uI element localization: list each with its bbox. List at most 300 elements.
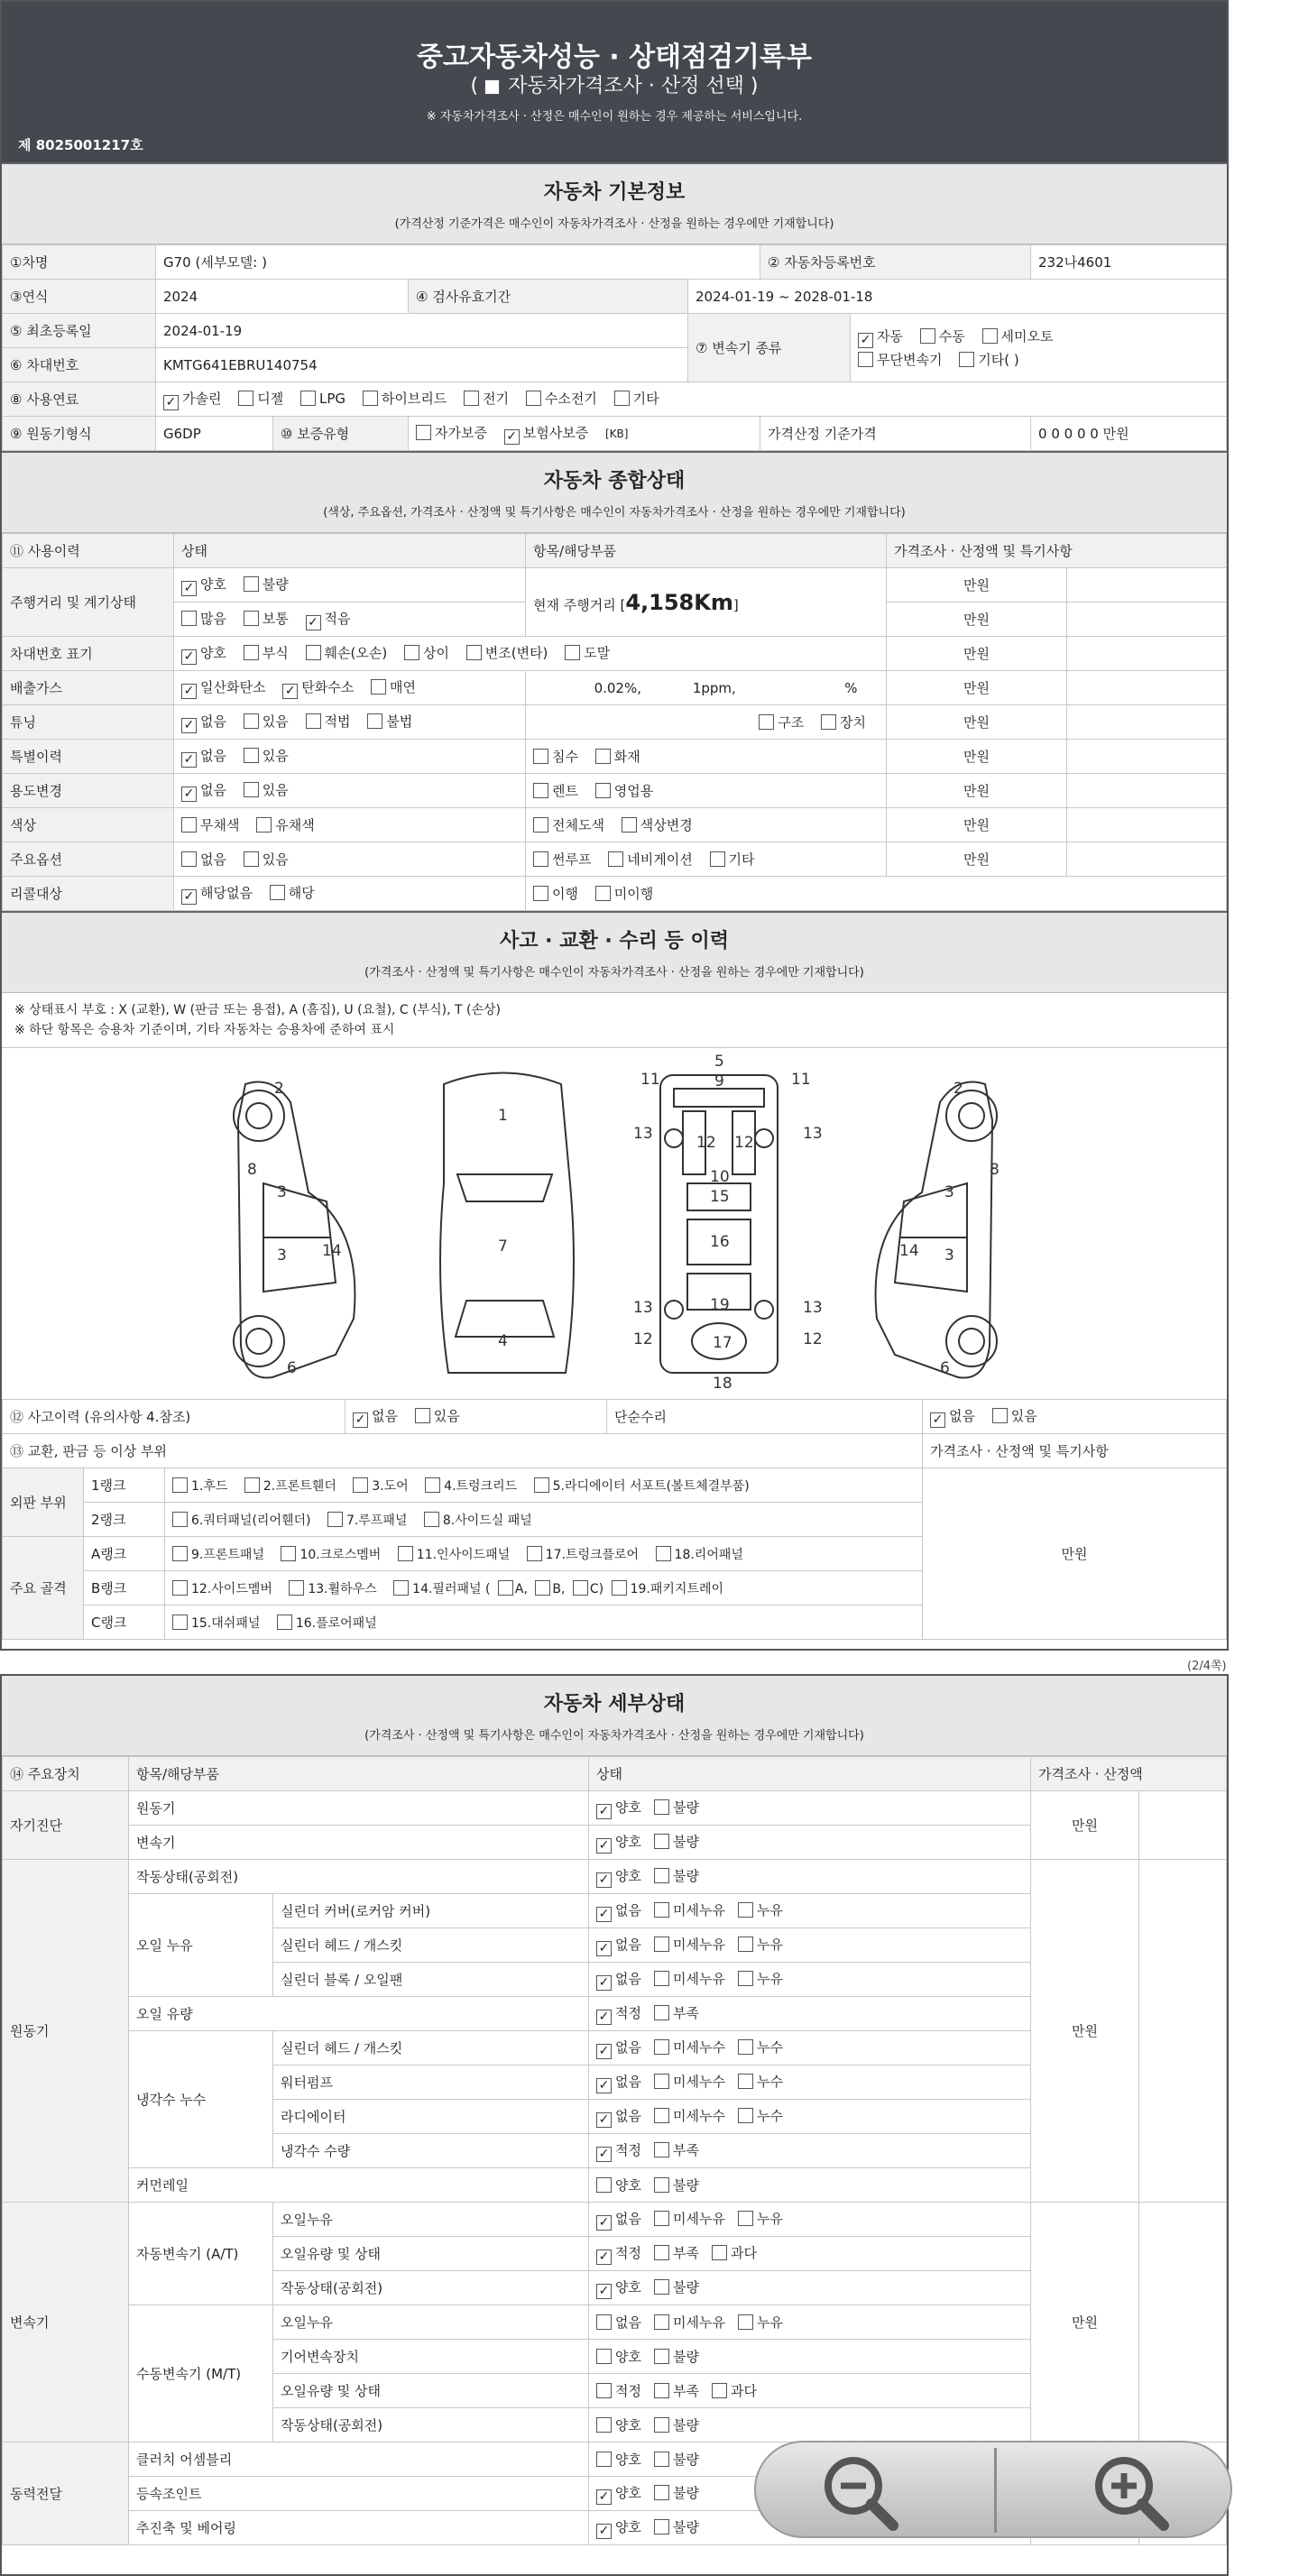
state-checkbox[interactable] (712, 2383, 727, 2398)
state-checkbox[interactable] (654, 1834, 669, 1849)
car-name-value: G70 (세부모델: ) (156, 245, 760, 280)
detail-item-label: 오일누유 (273, 2203, 589, 2237)
tuning-legal-checkbox[interactable] (306, 713, 321, 729)
detail-price-header: 가격조사 · 산정액 (1031, 1757, 1227, 1791)
radiator-support-checkbox[interactable] (534, 1477, 549, 1493)
usage-change-types: 렌트 영업용 (526, 774, 887, 808)
zoom-in-icon (1090, 2452, 1171, 2533)
document-header (2, 2, 1227, 162)
outer-panel-label: 외판 부위 (3, 1468, 84, 1537)
detail-item-label: 커먼레일 (129, 2168, 589, 2203)
state-checkbox[interactable] (654, 2452, 669, 2467)
accident-history-label: ⑫ 사고이력 (유의사항 4.참조) (3, 1400, 345, 1434)
state-checkbox[interactable]: ✓ (596, 2489, 612, 2505)
state-checkbox[interactable] (654, 1868, 669, 1883)
first-reg-label: ⑤ 최초등록일 (3, 314, 156, 348)
rank2-label: 2랭크 (84, 1503, 165, 1537)
sunroof-checkbox[interactable] (533, 851, 548, 867)
detail-item-label: 클러치 어셈블리 (129, 2443, 589, 2477)
detail-table (2, 1756, 1227, 2545)
first-reg-value: 2024-01-19 (156, 314, 688, 348)
achromatic-checkbox[interactable] (181, 817, 197, 833)
mileage-value: 4,158Km (625, 589, 733, 615)
zoom-out-button[interactable] (819, 2452, 900, 2533)
gauge-state: ✓ 양호 불량 (174, 568, 526, 603)
quarter-panel-checkbox[interactable] (172, 1512, 188, 1527)
price-cell: 만원 (887, 671, 1067, 705)
state-checkbox[interactable]: ✓ (596, 2284, 612, 2299)
door-checkbox[interactable] (353, 1477, 368, 1493)
detail-item-label: 실린더 헤드 / 개스킷 (273, 2031, 589, 2065)
state-option-label: 적정 (615, 2004, 641, 2021)
rank2-items: 6.쿼터패널(리어휀더) 7.루프패널 8.사이드실 패널 (165, 1503, 923, 1537)
state-option-label: 과다 (730, 2383, 757, 2399)
state-option-label: 불량 (672, 1833, 699, 1850)
svg-text:18: 18 (713, 1375, 732, 1393)
package-tray-checkbox[interactable] (612, 1580, 627, 1596)
accident-none-checkbox[interactable]: ✓ (353, 1412, 368, 1428)
svg-text:3: 3 (277, 1183, 287, 1201)
svg-text:1: 1 (498, 1107, 508, 1125)
mileage-few-checkbox[interactable]: ✓ (306, 615, 321, 630)
detail-price-cell: 만원 (1031, 1791, 1139, 1860)
year-value: 2024 (156, 280, 409, 314)
detail-item-label: 실린더 헤드 / 개스킷 (273, 1928, 589, 1963)
zoom-in-button[interactable] (1090, 2452, 1171, 2533)
state-checkbox[interactable] (738, 1971, 753, 1986)
detail-state-options (589, 2065, 1031, 2100)
usage-change-none-checkbox[interactable]: ✓ (181, 787, 197, 802)
detail-subgroup-label: 냉각수 누수 (129, 2031, 273, 2168)
rankC-items: 15.대쉬패널 16.플로어패널 (165, 1605, 923, 1640)
state-checkbox[interactable] (654, 1799, 669, 1815)
detail-state-header: 상태 (589, 1757, 1031, 1791)
state-checkbox[interactable]: ✓ (596, 2112, 612, 2128)
recall-none-checkbox[interactable]: ✓ (181, 889, 197, 905)
color-change-checkbox[interactable] (622, 817, 637, 833)
cross-member-checkbox[interactable] (281, 1546, 296, 1561)
state-checkbox[interactable] (738, 2039, 753, 2055)
abnormal-price-header: 가격조사 · 산정액 및 특기사항 (923, 1434, 1227, 1468)
warranty-company: [KB] (604, 427, 629, 440)
state-checkbox[interactable] (654, 2245, 669, 2260)
svg-text:6: 6 (287, 1359, 297, 1377)
vin-mark-differ-checkbox[interactable] (404, 645, 419, 660)
state-checkbox[interactable] (596, 2452, 612, 2467)
simple-repair-label: 단순수리 (607, 1400, 923, 1434)
state-option-label: 미세누유 (672, 1901, 725, 1918)
trunk-lid-checkbox[interactable] (425, 1477, 440, 1493)
state-checkbox[interactable] (596, 2349, 612, 2364)
emission-hc-checkbox[interactable]: ✓ (282, 684, 298, 699)
price-selection-checkbox[interactable] (484, 79, 500, 95)
pillar-c-checkbox[interactable] (573, 1580, 588, 1596)
color-options: 무채색 유채색 (174, 808, 526, 842)
device-header: ⑭ 주요장치 (3, 1757, 129, 1791)
state-option-label: 양호 (615, 2452, 641, 2468)
detail-state-options (589, 2374, 1031, 2408)
options-exists-checkbox[interactable] (244, 851, 259, 867)
detail-item-label: 냉각수 수량 (273, 2134, 589, 2168)
state-option-label: 양호 (615, 1867, 641, 1884)
pillar-panel-checkbox[interactable] (393, 1580, 409, 1596)
detail-item-label: 오일 유량 (129, 1997, 589, 2031)
special-exists-checkbox[interactable] (244, 748, 259, 763)
state-option-label: 불량 (672, 2452, 699, 2468)
price-cell: 만원 (887, 603, 1067, 637)
tuning-illegal-checkbox[interactable] (367, 713, 382, 729)
rankA-items: 9.프론트패널 10.크로스멤버 11.인사이드패널 17.트렁크플로어 18.리어패널 (165, 1537, 923, 1571)
wheel-house-checkbox[interactable] (289, 1580, 304, 1596)
price-cell: 만원 (887, 637, 1067, 671)
state-option-label: 양호 (615, 2349, 641, 2365)
state-checkbox[interactable] (654, 2417, 669, 2433)
rank1-items: 1.후드 2.프론트휀더 3.도어 4.트렁크리드 5.라디에이터 서포트(볼트체결부품) (165, 1468, 923, 1503)
svg-text:5: 5 (714, 1053, 724, 1071)
trans-label: ⑦ 변속기 종류 (688, 314, 851, 382)
detail-state-options (589, 2134, 1031, 2168)
trans-etc-checkbox[interactable] (959, 352, 974, 367)
trans-auto-checkbox[interactable]: ✓ (858, 333, 873, 348)
device-group-label: 변속기 (3, 2203, 129, 2443)
detail-row (3, 1860, 1227, 1894)
inside-panel-checkbox[interactable] (398, 1546, 413, 1561)
state-option-label: 불량 (672, 2518, 699, 2535)
svg-text:8: 8 (990, 1161, 1000, 1179)
tuning-none-checkbox[interactable]: ✓ (181, 718, 197, 733)
rankB-label: B랭크 (84, 1571, 165, 1605)
fuel-electric-checkbox[interactable] (464, 391, 479, 406)
mileage-state: 많음 보통 ✓ 적음 (174, 603, 526, 637)
state-checkbox[interactable]: ✓ (596, 2524, 612, 2539)
emission-options: ✓ 일산화탄소 ✓ 탄화수소 매연 (174, 671, 526, 705)
fuel-lpg-checkbox[interactable] (300, 391, 316, 406)
state-checkbox[interactable]: ✓ (596, 2044, 612, 2059)
state-checkbox[interactable] (596, 2383, 612, 2398)
detail-row (3, 1791, 1227, 1826)
accident-exists-checkbox[interactable] (415, 1408, 430, 1423)
document-title: 중고자동차성능 · 상태점검기록부 (416, 41, 812, 73)
warranty-insurance-checkbox[interactable]: ✓ (504, 429, 520, 445)
detail-state-options (589, 2408, 1031, 2443)
rent-checkbox[interactable] (533, 783, 548, 798)
roof-panel-checkbox[interactable] (327, 1512, 343, 1527)
state-checkbox[interactable] (712, 2245, 727, 2260)
detail-subgroup-label: 자동변속기 (A/T) (129, 2203, 273, 2305)
state-checkbox[interactable] (654, 2383, 669, 2398)
trunk-floor-checkbox[interactable] (527, 1546, 542, 1561)
chromatic-checkbox[interactable] (256, 817, 272, 833)
rankA-label: A랭크 (84, 1537, 165, 1571)
price-header: 가격조사 · 산정액 및 특기사항 (887, 534, 1227, 568)
state-checkbox[interactable] (738, 2211, 753, 2226)
state-checkbox[interactable] (654, 1971, 669, 1986)
trans-cvt-checkbox[interactable] (858, 352, 873, 367)
state-option-label: 불량 (672, 2349, 699, 2365)
svg-text:14: 14 (899, 1242, 919, 1260)
state-checkbox[interactable]: ✓ (596, 2249, 612, 2265)
warranty-self-checkbox[interactable] (416, 425, 431, 440)
floor-panel-checkbox[interactable] (277, 1615, 292, 1630)
state-checkbox[interactable] (654, 1902, 669, 1918)
price-cell: 만원 (887, 774, 1067, 808)
special-none-checkbox[interactable]: ✓ (181, 752, 197, 768)
navigation-checkbox[interactable] (608, 851, 623, 867)
state-checkbox[interactable]: ✓ (596, 1907, 612, 1922)
gauge-bad-checkbox[interactable] (244, 576, 259, 592)
fuel-diesel-checkbox[interactable] (238, 391, 253, 406)
price-cell: 만원 (887, 842, 1067, 877)
state-checkbox[interactable] (596, 2314, 612, 2330)
detail-state-options (589, 2340, 1031, 2374)
options-etc-checkbox[interactable] (710, 851, 725, 867)
detail-state-options (589, 2237, 1031, 2271)
state-option-label: 미세누유 (672, 1970, 725, 1987)
options-label: 주요옵션 (3, 842, 174, 877)
pillar-b-checkbox[interactable] (535, 1580, 550, 1596)
detail-state-options (589, 1826, 1031, 1860)
state-option-label: 미세누유 (672, 1936, 725, 1953)
detail-state-options (589, 1963, 1031, 1997)
state-checkbox[interactable] (738, 1902, 753, 1918)
state-checkbox[interactable] (654, 2142, 669, 2157)
trans-options: ✓ 자동 수동 세미오토 무단변속기 기타( ) (851, 314, 1227, 382)
vin-mark-smeared-checkbox[interactable] (565, 645, 580, 660)
state-checkbox[interactable] (654, 2314, 669, 2330)
state-checkbox[interactable] (654, 2005, 669, 2020)
detail-state-options (589, 1928, 1031, 1963)
front-fender-checkbox[interactable] (244, 1477, 260, 1493)
vin-mark-damage-checkbox[interactable] (306, 645, 321, 660)
state-checkbox[interactable]: ✓ (596, 2078, 612, 2093)
detail-item-label: 작동상태(공회전) (273, 2271, 589, 2305)
inspection-label: ④ 검사유효기간 (409, 280, 688, 314)
overall-status-heading: 자동차 종합상태 (색상, 주요옵션, 가격조사 · 산정액 및 특기사항은 매수인이 자동차가격조사 · 산정을 원하는 경우에만 기재합니다) (2, 451, 1227, 533)
engine-type-value: G6DP (156, 417, 273, 451)
gauge-good-checkbox[interactable]: ✓ (181, 581, 197, 596)
detail-item-label: 실린더 블록 / 오일팬 (273, 1963, 589, 1997)
state-checkbox[interactable] (738, 2074, 753, 2089)
state-option-label: 누유 (756, 2314, 783, 2331)
svg-text:13: 13 (803, 1125, 823, 1143)
vin-mark-label: 차대번호 표기 (3, 637, 174, 671)
detail-item-label: 오일유량 및 상태 (273, 2237, 589, 2271)
front-panel-checkbox[interactable] (172, 1546, 188, 1561)
state-checkbox[interactable] (596, 2417, 612, 2433)
detail-state-options (589, 1894, 1031, 1928)
price-cell: 만원 (887, 740, 1067, 774)
document-number: 제 8025001217호 (18, 137, 143, 153)
side-sill-checkbox[interactable] (424, 1512, 439, 1527)
trans-manual-checkbox[interactable] (920, 328, 935, 344)
tuning-exists-checkbox[interactable] (244, 713, 259, 729)
emission-co-checkbox[interactable]: ✓ (181, 684, 197, 699)
fire-checkbox[interactable] (595, 749, 611, 764)
svg-text:13: 13 (633, 1125, 653, 1143)
repair-none-checkbox[interactable]: ✓ (930, 1412, 945, 1428)
rank1-label: 1랭크 (84, 1468, 165, 1503)
state-option-label: 부족 (672, 2383, 699, 2399)
pillar-a-checkbox[interactable] (498, 1580, 513, 1596)
detail-item-header: 항목/해당부품 (129, 1757, 589, 1791)
options-none-checkbox[interactable] (181, 851, 197, 867)
svg-text:17: 17 (713, 1334, 732, 1352)
detail-state-options (589, 2203, 1031, 2237)
svg-text:4: 4 (498, 1332, 508, 1350)
detail-row (3, 2203, 1227, 2237)
state-checkbox[interactable] (654, 2349, 669, 2364)
repair-exists-checkbox[interactable] (992, 1408, 1008, 1423)
fuel-gasoline-checkbox[interactable]: ✓ (163, 395, 179, 410)
state-checkbox[interactable] (654, 2177, 669, 2193)
tuning-types: 구조 장치 (526, 705, 887, 740)
state-checkbox[interactable]: ✓ (596, 1838, 612, 1854)
state-option-label: 미세누유 (672, 2314, 725, 2331)
options-types: 썬루프 네비게이션 기타 (526, 842, 887, 877)
tuning-device-checkbox[interactable] (821, 714, 836, 730)
state-option-label: 부족 (672, 2004, 699, 2021)
price-cell: 만원 (887, 705, 1067, 740)
state-option-label: 미세누수 (672, 2107, 725, 2124)
base-price-value: 0 0 0 0 0 만원 (1031, 417, 1227, 451)
detail-state-options (589, 1791, 1031, 1826)
basic-info-heading: 자동차 기본정보 (가격산정 기준가격은 매수인이 자동차가격조사 · 산정을 원하는 경우에만 기재합니다) (2, 162, 1227, 244)
recall-yes-checkbox[interactable] (270, 885, 285, 900)
state-checkbox[interactable] (738, 1937, 753, 1952)
emission-smoke-checkbox[interactable] (371, 679, 386, 695)
usage-change-exists-checkbox[interactable] (244, 782, 259, 797)
car-name-label: ①차명 (3, 245, 156, 280)
state-checkbox[interactable] (654, 2108, 669, 2123)
state-option-label: 누유 (756, 2210, 783, 2227)
recall-options: ✓ 해당없음 해당 (174, 877, 526, 911)
vin-label: ⑥ 차대번호 (3, 348, 156, 382)
state-option-label: 미세누수 (672, 2073, 725, 2090)
svg-text:12: 12 (633, 1330, 653, 1348)
zoom-control (754, 2441, 1232, 2538)
fuel-etc-checkbox[interactable] (614, 391, 630, 406)
state-checkbox[interactable] (654, 1937, 669, 1952)
basic-info-table (2, 244, 1227, 451)
svg-text:14: 14 (322, 1242, 342, 1260)
state-checkbox[interactable] (654, 2039, 669, 2055)
state-checkbox[interactable]: ✓ (596, 2215, 612, 2231)
state-option-label: 불량 (672, 2417, 699, 2433)
recall-label: 리콜대상 (3, 877, 174, 911)
state-option-label: 없음 (615, 2314, 641, 2331)
detail-note-cell (1139, 2203, 1227, 2443)
usage-change-options: ✓ 없음 있음 (174, 774, 526, 808)
state-checkbox[interactable] (738, 2314, 753, 2330)
hood-checkbox[interactable] (172, 1477, 188, 1493)
tuning-structure-checkbox[interactable] (759, 714, 774, 730)
svg-text:19: 19 (710, 1296, 730, 1314)
state-option-label: 과다 (730, 2244, 757, 2261)
dash-panel-checkbox[interactable] (172, 1615, 188, 1630)
detail-state-options (589, 1997, 1031, 2031)
vin-mark-altered-checkbox[interactable] (466, 645, 482, 660)
state-checkbox[interactable] (738, 2108, 753, 2123)
header-notice: ※ 자동차가격조사 · 산정은 매수인이 원하는 경우 제공하는 서비스입니다. (426, 110, 803, 124)
engine-type-label: ⑨ 원동기형식 (3, 417, 156, 451)
state-option-label: 누유 (756, 1970, 783, 1987)
trans-semi-checkbox[interactable] (982, 328, 998, 344)
state-checkbox[interactable] (654, 2211, 669, 2226)
state-checkbox[interactable]: ✓ (596, 2010, 612, 2025)
state-checkbox[interactable]: ✓ (596, 1975, 612, 1991)
fuel-hydrogen-checkbox[interactable] (526, 391, 541, 406)
state-option-label: 적정 (615, 2244, 641, 2261)
detail-state-options (589, 2100, 1031, 2134)
state-option-label: 누유 (756, 1936, 783, 1953)
fuel-hybrid-checkbox[interactable] (363, 391, 378, 406)
accident-heading: 사고 · 교환 · 수리 등 이력 (가격조사 · 산정액 및 특기사항은 매수인이 자동차가격조사 · 산정을 원하는 경우에만 기재합니다) (2, 911, 1227, 993)
side-member-checkbox[interactable] (172, 1580, 188, 1596)
svg-text:10: 10 (710, 1168, 730, 1186)
recall-done-checkbox[interactable] (533, 886, 548, 901)
mileage-many-checkbox[interactable] (181, 611, 197, 626)
warranty-label: ⑩ 보증유형 (273, 417, 409, 451)
state-checkbox[interactable] (654, 2485, 669, 2500)
accident-history-options: ✓ 없음 있음 (345, 1400, 607, 1434)
svg-text:12: 12 (734, 1134, 754, 1152)
full-paint-checkbox[interactable] (533, 817, 548, 833)
detail-subgroup-label: 오일 누유 (129, 1894, 273, 1997)
state-option-label: 누수 (756, 2073, 783, 2090)
svg-text:3: 3 (277, 1247, 287, 1265)
state-checkbox[interactable]: ✓ (596, 1872, 612, 1888)
mileage-normal-checkbox[interactable] (244, 611, 259, 626)
color-change-options: 전체도색 색상변경 (526, 808, 887, 842)
main-frame-label: 주요 골격 (3, 1537, 84, 1640)
vin-mark-good-checkbox[interactable]: ✓ (181, 649, 197, 665)
detail-item-label: 기어변속장치 (273, 2340, 589, 2374)
car-diagram (2, 1047, 1227, 1399)
rear-panel-checkbox[interactable] (656, 1546, 671, 1561)
svg-text:11: 11 (791, 1071, 811, 1089)
recall-not-done-checkbox[interactable] (595, 886, 611, 901)
flood-checkbox[interactable] (533, 749, 548, 764)
state-checkbox[interactable] (654, 2074, 669, 2089)
state-checkbox[interactable] (596, 2177, 612, 2193)
state-checkbox[interactable] (654, 2279, 669, 2295)
detail-subgroup-label: 수동변속기 (M/T) (129, 2305, 273, 2443)
business-checkbox[interactable] (595, 783, 611, 798)
detail-item-label: 등속조인트 (129, 2477, 589, 2511)
detail-item-label: 라디에이터 (273, 2100, 589, 2134)
state-option-label: 양호 (615, 1833, 641, 1850)
state-option-label: 누수 (756, 2107, 783, 2124)
state-checkbox[interactable]: ✓ (596, 1941, 612, 1956)
detail-note-cell (1139, 1791, 1227, 1860)
svg-text:2: 2 (274, 1080, 284, 1098)
state-checkbox[interactable]: ✓ (596, 1804, 612, 1819)
state-checkbox[interactable]: ✓ (596, 2147, 612, 2162)
svg-text:13: 13 (803, 1299, 823, 1317)
state-option-label: 불량 (672, 2278, 699, 2295)
options-state: 없음 있음 (174, 842, 526, 877)
state-option-label: 미세누수 (672, 2038, 725, 2056)
price-cell: 만원 (887, 568, 1067, 603)
svg-text:2: 2 (954, 1080, 963, 1098)
state-checkbox[interactable] (654, 2519, 669, 2535)
state-option-label: 없음 (615, 2038, 641, 2056)
vin-mark-corrosion-checkbox[interactable] (244, 645, 259, 660)
svg-text:12: 12 (803, 1330, 823, 1348)
tuning-options: ✓ 없음 있음 적법 불법 (174, 705, 526, 740)
usage-change-label: 용도변경 (3, 774, 174, 808)
warranty-options: 자가보증 ✓ 보험사보증 [KB] (409, 417, 760, 451)
